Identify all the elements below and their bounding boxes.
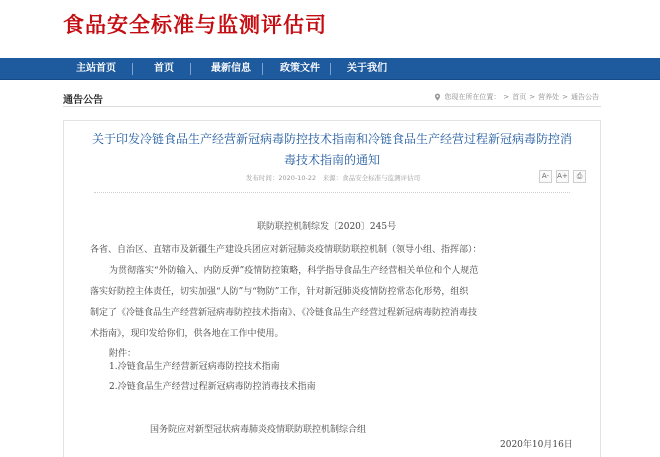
breadcrumb-nutrition-division[interactable]: 营养处 bbox=[538, 93, 560, 101]
article-title-line: 关于印发冷链食品生产经营新冠病毒防控技术指南和冷链食品生产经营过程新冠病毒防控消 bbox=[91, 132, 572, 146]
article-title-line: 毒技术指南的通知 bbox=[283, 153, 380, 167]
attachments-label: 附件： bbox=[109, 349, 137, 359]
body-paragraph-line: 为贯彻落实“外防输入、内防反弹”疫情防控策略，科学指导食品生产经营相关单位和个人规范 bbox=[109, 266, 479, 276]
article-meta: 发布时间：2020-10-22 来源：食品安全标准与监测评估司 bbox=[245, 174, 421, 182]
attachment-link[interactable]: 2.冷链食品生产经营过程新冠病毒防控消毒技术指南 bbox=[109, 382, 316, 392]
document-date: 2020年10月16日 bbox=[500, 440, 573, 450]
font-increase-button[interactable]: A+ bbox=[556, 170, 569, 183]
site-header bbox=[0, 0, 660, 58]
article-tools bbox=[539, 170, 586, 183]
nav-item-main-home[interactable]: 主站首页 bbox=[76, 63, 116, 74]
breadcrumb bbox=[434, 92, 599, 102]
nav-divider bbox=[262, 63, 263, 75]
nav-divider bbox=[330, 63, 331, 75]
document-number: 联防联控机制综发〔2020〕245号 bbox=[257, 222, 397, 232]
map-pin-icon bbox=[434, 93, 441, 101]
recipients-line: 各省、自治区、直辖市及新疆生产建设兵团应对新冠肺炎疫情联防联控机制（领导小组、指挥部）： bbox=[90, 245, 482, 255]
breadcrumb-separator: > bbox=[503, 93, 510, 101]
body-paragraph-line: 制定了《冷链食品生产经营新冠病毒防控技术指南》、《冷链食品生产经营过程新冠病毒防控消毒技 bbox=[90, 308, 478, 318]
body-paragraph-line: 落实好防控主体责任，切实加强“人防”与“物防”工作，针对新冠肺炎疫情防控常态化形势，组织 bbox=[90, 287, 469, 297]
breadcrumb-notices[interactable]: 通告公告 bbox=[571, 93, 599, 101]
meta-divider bbox=[94, 192, 570, 193]
breadcrumb-separator: > bbox=[562, 93, 568, 101]
breadcrumb-bar bbox=[63, 87, 601, 107]
breadcrumb-home[interactable]: 首页 bbox=[512, 93, 527, 101]
breadcrumb-prefix: 您现在所在位置： bbox=[444, 93, 501, 101]
signature-org: 国务院应对新型冠状病毒肺炎疫情联防联控机制综合组 bbox=[150, 425, 367, 435]
nav-divider bbox=[190, 63, 191, 75]
attachment-link[interactable]: 1.冷链食品生产经营新冠病毒防控技术指南 bbox=[109, 362, 280, 372]
nav-item-policy-docs[interactable]: 政策文件 bbox=[280, 63, 320, 74]
nav-item-about-us[interactable]: 关于我们 bbox=[347, 63, 387, 74]
print-icon[interactable]: ⎙ bbox=[573, 170, 586, 183]
section-title: 通告公告 bbox=[63, 95, 103, 106]
nav-item-latest-info[interactable]: 最新信息 bbox=[211, 63, 251, 74]
body-paragraph-line: 术指南》，现印发给你们，供各地在工作中使用。 bbox=[90, 329, 284, 339]
article-panel bbox=[63, 120, 601, 457]
breadcrumb-separator: > bbox=[529, 93, 536, 101]
main-nav bbox=[0, 58, 660, 80]
site-title[interactable]: 食品安全标准与监测评估司 bbox=[63, 13, 327, 37]
nav-item-home[interactable]: 首页 bbox=[154, 63, 174, 74]
nav-divider bbox=[132, 63, 133, 75]
article-title bbox=[72, 129, 592, 171]
font-decrease-button[interactable]: A- bbox=[539, 170, 552, 183]
